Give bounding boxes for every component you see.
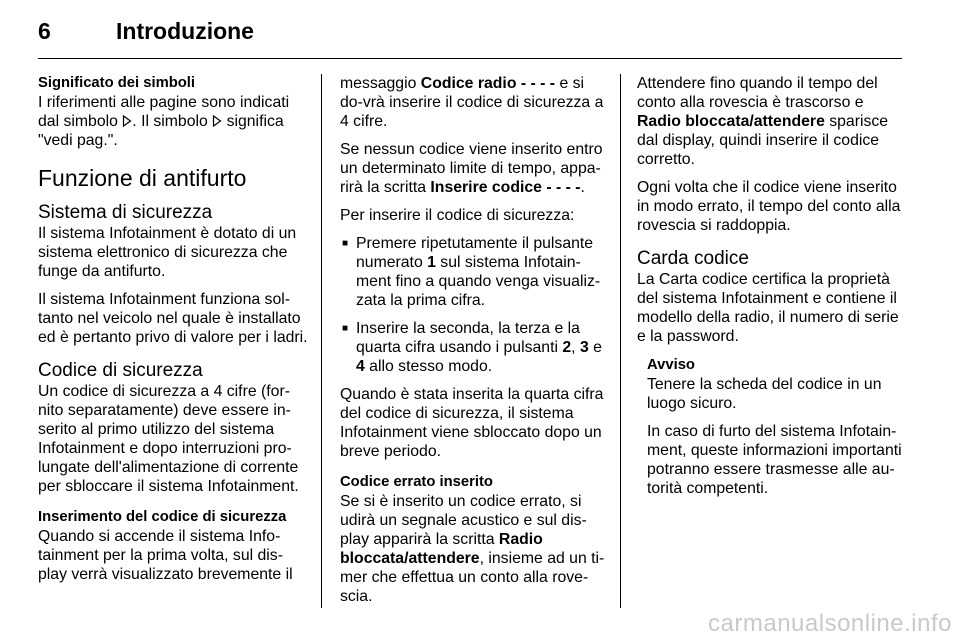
subheading-symbols: Significato dei simboli <box>38 75 196 91</box>
column-3 <box>637 74 905 498</box>
bullet-square-icon: ■ <box>342 323 349 334</box>
page-number: 6 <box>38 18 51 44</box>
list-item: ■ Inserire la seconda, la terza e la quarta cifra usando i pulsanti 2, 3 e 4 allo stesso modo. <box>342 320 602 375</box>
subheading-wrong-code: Codice errato inserito <box>340 474 493 490</box>
paragraph-security-system: Il sistema Infotainment è dotato di un sistema elettronico di sicurezza che funge da antifurto. <box>38 225 297 280</box>
notice-paragraph-theft: In caso di furto del sistema Infotain-ment, queste informazioni importanti potranno essere trasmesse alle au-torità competenti. <box>647 423 902 497</box>
notice-paragraph-keep-safe: Tenere la scheda del codice in un luogo sicuro. <box>647 376 882 412</box>
subheading-entering-code: Inserimento del codice di sicurezza <box>38 509 287 525</box>
column-divider-2 <box>620 74 621 608</box>
notice-label: Avviso <box>647 357 695 373</box>
page-reference-arrow-icon <box>212 115 222 127</box>
list-item: ■ Premere ripetutamente il pulsante numerato 1 sul sistema Infotain-ment fino a quando venga visualiz-zata la prima cifra. <box>342 235 601 309</box>
paragraph-symbols: I riferimenti alle pagine sono indicati dal simbolo . Il simbolo significa "vedi pag.". <box>38 94 290 149</box>
heading-code-card: Carda codice <box>637 248 749 269</box>
page-reference-arrow-icon <box>122 115 132 127</box>
watermark: carmanualsonline.info <box>708 610 952 637</box>
bullet-square-icon: ■ <box>342 238 349 249</box>
paragraph-security-code: Un codice di sicurezza a 4 cifre (for-nito separatamente) deve essere in-serito al primo utilizzo del sistema Infotainment e dopo interruzioni pro-lungate dell'alimentazione di corrente per sbloccare il sistema Infotainment. <box>38 383 299 495</box>
paragraph-first-start: Quando si accende il sistema Info-tainment per la prima volta, sul dis-play verrà visualizzato brevemente il <box>38 528 293 583</box>
heading-security-code: Codice di sicurezza <box>38 360 203 381</box>
page-title: Introduzione <box>116 18 254 44</box>
heading-security-system: Sistema di sicurezza <box>38 202 213 223</box>
notice-box <box>637 356 905 498</box>
column-2 <box>340 74 608 606</box>
column-1 <box>38 74 310 584</box>
paragraph-radio-code-message: messaggio Codice radio - - - - e si do-vrà inserire il codice di sicurezza a 4 cifre. <box>340 75 604 130</box>
column-divider-1 <box>321 74 322 608</box>
paragraph-time-limit: Se nessun codice viene inserito entro un determinato limite di tempo, appa-rirà la scritta Inserire codice - - - -. <box>340 141 603 196</box>
paragraph-wait: Attendere fino quando il tempo del conto alla rovescia è trascorso e Radio bloccata/attendere sparisce dal display, quindi inserire il codice corretto. <box>637 75 889 168</box>
section-heading-antitheft: Funzione di antifurto <box>38 165 247 191</box>
paragraph-code-card: La Carta codice certifica la proprietà del sistema Infotainment e contiene il modello della radio, il numero di serie e la password. <box>637 271 899 345</box>
paragraph-to-enter: Per inserire il codice di sicurezza: <box>340 207 575 224</box>
paragraph-wrong-code: Se si è inserito un codice errato, si udirà un segnale acustico e sul dis-play apparirà la scritta Radio bloccata/attendere, insieme ad un ti-mer che effettua un conto alla rove-scia. <box>340 493 605 605</box>
paragraph-unlocked: Quando è stata inserita la quarta cifra del codice di sicurezza, il sistema Infotainment viene sbloccato dopo un breve periodo. <box>340 386 604 460</box>
header-rule <box>38 58 902 59</box>
paragraph-vehicle-only: Il sistema Infotainment funziona sol-tanto nel veicolo nel quale è installato ed è pertanto privo di valore per i ladri. <box>38 291 308 346</box>
paragraph-doubling: Ogni volta che il codice viene inserito in modo errato, il tempo del conto alla rovescia si raddoppia. <box>637 179 901 234</box>
